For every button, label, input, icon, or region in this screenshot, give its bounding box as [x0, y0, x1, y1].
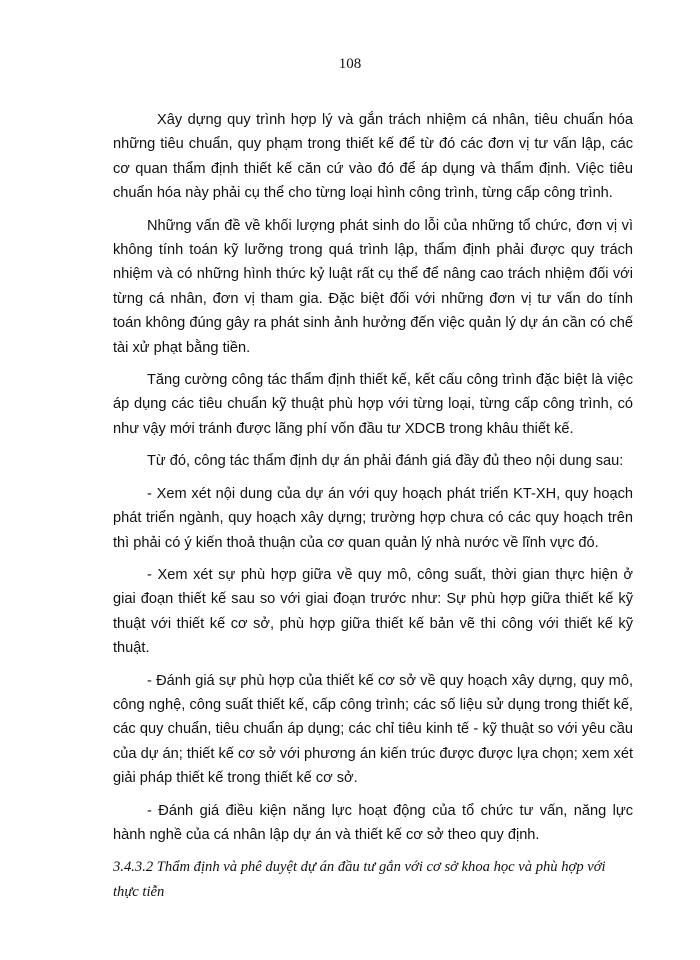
body-text — [113, 108, 633, 904]
paragraph-4: Từ đó, công tác thẩm định dự án phải đánh giá đầy đủ theo nội dung sau: — [147, 453, 624, 470]
page-number: 108 — [338, 56, 362, 72]
section-heading: 3.4.3.2 Thẩm định và phê duyệt dự án đầu tư gắn với cơ sở khoa học và phù hợp với thực tiễn — [113, 859, 606, 900]
paragraph-5: - Xem xét nội dung của dự án với quy hoạch phát triển KT-XH, quy hoạch phát triển ngành, quy hoạch xây dựng; trường hợp chưa có các quy hoạch trên thì phải có ý kiến thoả thuận của cơ quan quản lý nhà nước về lĩnh vực đó. — [113, 485, 633, 551]
paragraph-8: - Đánh giá điều kiện năng lực hoạt động của tổ chức tư vấn, năng lực hành nghề của cá nhân lập dự án và thiết kế cơ sở theo quy định. — [113, 802, 633, 843]
paragraph-6: - Xem xét sự phù hợp giữa về quy mô, công suất, thời gian thực hiện ở giai đoạn thiết kế sau so với giai đoạn trước như: Sự phù hợp giữa thiết kế kỹ thuật với thiết kế cơ sở, phù hợp giữa thiết kế bản vẽ thi công với thiết kế kỹ thuật. — [113, 566, 633, 657]
paragraph-7: - Đánh giá sự phù hợp của thiết kế cơ sở về quy hoạch xây dựng, quy mô, công nghệ, công suất thiết kế, cấp công trình; các số liệu sử dụng trong thiết kế, các quy chuẩn, tiêu chuẩn áp dụng; các chỉ tiêu kinh tế - kỹ thuật so với yêu cầu của dự án; thiết kế cơ sở với phương án kiến trúc được được lựa chọn; xem xét giải pháp thiết kế trong thiết kế cơ sở. — [113, 672, 633, 787]
paragraph-1: Xây dựng quy trình hợp lý và gắn trách nhiệm cá nhân, tiêu chuẩn hóa những tiêu chuẩn, quy phạm trong thiết kế để từ đó các đơn vị tư vấn lập, các cơ quan thẩm định thiết kế căn cứ vào đó để áp dụng và thẩm định. Việc tiêu chuẩn hóa này phải cụ thể cho từng loại hình công trình, từng cấp công trình. — [113, 112, 633, 202]
paragraph-3: Tăng cường công tác thẩm định thiết kế, kết cấu công trình đặc biệt là việc áp dụng các tiêu chuẩn kỹ thuật phù hợp với từng loại, từng cấp công trình, có như vậy mới tránh được lãng phí vốn đầu tư XDCB trong khâu thiết kế. — [113, 372, 633, 437]
paragraph-2: Những vấn đề về khối lượng phát sinh do lỗi của những tổ chức, đơn vị vì không tính toán kỹ lưỡng trong quá trình lập, thẩm định phải được quy trách nhiệm và có những hình thức kỷ luật rất cụ thể để nâng cao trách nhiệm đối với từng cá nhân, đơn vị tham gia. Đặc biệt đối với những đơn vị tư vấn do tính toán không đúng gây ra phát sinh ảnh hưởng đến việc quản lý dự án cần có chế tài xử phạt bằng tiền. — [113, 217, 633, 356]
